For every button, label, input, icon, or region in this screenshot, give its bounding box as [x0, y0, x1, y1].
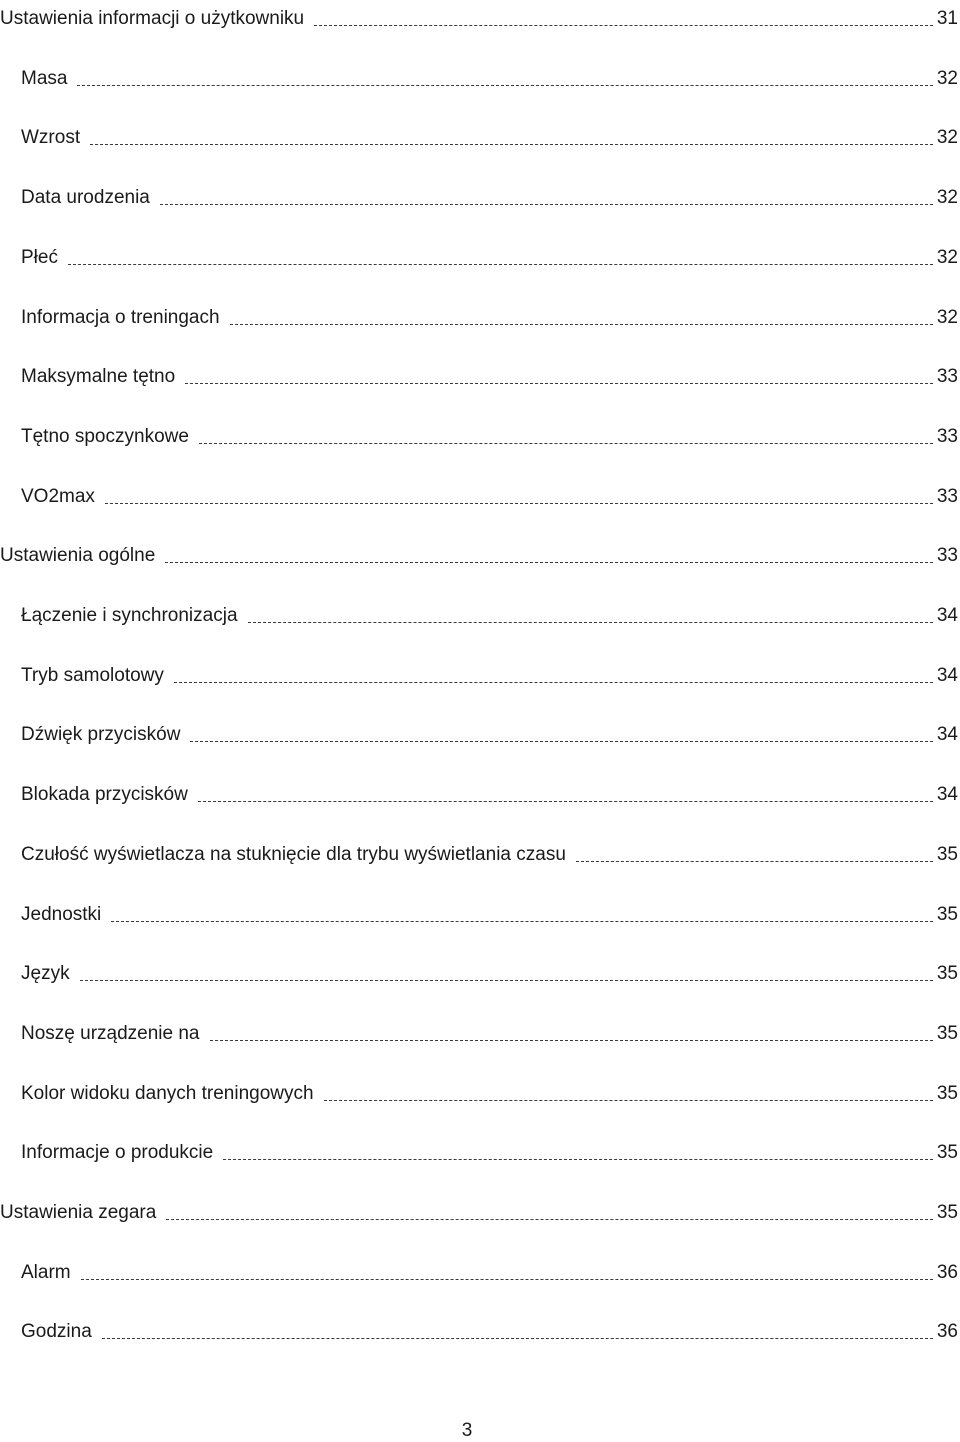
- dot-leader: [174, 682, 933, 683]
- toc-entry-title: Blokada przycisków: [21, 784, 188, 806]
- toc-entry-page: 34: [936, 605, 958, 626]
- toc-entry-page: 31: [936, 8, 958, 29]
- toc-entry[interactable]: [0, 597, 958, 627]
- toc-entry[interactable]: [0, 1075, 958, 1105]
- toc-entry[interactable]: [0, 299, 958, 329]
- toc-entry-title: Jednostki: [21, 903, 102, 925]
- toc-entry-page: 32: [936, 127, 958, 149]
- toc-entry-title: Masa: [21, 67, 68, 89]
- toc-entry-title: Wzrost: [21, 127, 81, 149]
- toc-entry-page: 34: [936, 784, 958, 806]
- dot-leader: [111, 921, 933, 922]
- dot-leader: [199, 443, 933, 444]
- toc-entry-page: 33: [936, 366, 958, 388]
- toc-entry-title: Alarm: [21, 1261, 71, 1283]
- dot-leader: [90, 144, 933, 145]
- dot-leader: [223, 1159, 933, 1160]
- toc-entry[interactable]: [0, 1254, 958, 1284]
- toc-entry-page: 36: [936, 1321, 958, 1343]
- toc-entry-title: Ustawienia ogólne: [0, 545, 156, 567]
- toc-entry[interactable]: [0, 0, 958, 30]
- toc-entry-title: Ustawienia zegara: [0, 1202, 157, 1223]
- toc-entry-title: Informacja o treningach: [21, 306, 220, 328]
- toc-entry-page: 32: [936, 187, 958, 209]
- toc-entry[interactable]: [0, 239, 958, 269]
- toc-entry-page: 35: [936, 1142, 958, 1164]
- toc-entry[interactable]: [0, 836, 958, 866]
- toc-entry[interactable]: [0, 955, 958, 985]
- toc-entry-page: 36: [936, 1261, 958, 1283]
- toc-entry-page: 32: [936, 306, 958, 328]
- toc-entry-title: Język: [21, 963, 70, 985]
- toc-entry[interactable]: [0, 1134, 958, 1164]
- toc-entry-page: 33: [936, 545, 958, 567]
- toc-entry[interactable]: [0, 358, 958, 388]
- toc-entry-page: 35: [936, 963, 958, 985]
- dot-leader: [210, 1040, 933, 1041]
- toc-entry-title: Informacje o produkcie: [21, 1142, 214, 1164]
- toc-entry-title: Maksymalne tętno: [21, 366, 176, 388]
- toc-entry-title: Płeć: [21, 246, 58, 268]
- toc-entry[interactable]: [0, 418, 958, 448]
- toc-entry-title: Łączenie i synchronizacja: [21, 605, 238, 626]
- toc-entry[interactable]: [0, 1313, 958, 1343]
- dot-leader: [324, 1100, 933, 1101]
- toc-entry-title: Data urodzenia: [21, 187, 150, 209]
- dot-leader: [230, 324, 933, 325]
- dot-leader: [576, 861, 933, 862]
- toc-entry-page: 32: [936, 67, 958, 89]
- toc-entry-title: Ustawienia informacji o użytkowniku: [0, 8, 305, 29]
- toc-entry[interactable]: [0, 119, 958, 149]
- toc-entry-title: Kolor widoku danych treningowych: [21, 1082, 314, 1104]
- dot-leader: [80, 980, 933, 981]
- toc-entry[interactable]: [0, 776, 958, 806]
- toc-entry-title: Godzina: [21, 1321, 92, 1343]
- toc-entry[interactable]: [0, 716, 958, 746]
- toc-entry[interactable]: [0, 478, 958, 508]
- toc-entry-title: Tryb samolotowy: [21, 664, 164, 686]
- dot-leader: [248, 622, 933, 623]
- toc-entry-page: 34: [936, 724, 958, 746]
- toc-entry-page: 34: [936, 664, 958, 686]
- dot-leader: [198, 801, 933, 802]
- toc-entry[interactable]: [0, 1194, 958, 1224]
- toc-entry-page: 33: [936, 485, 958, 507]
- toc-entry-title: Dźwięk przycisków: [21, 724, 181, 746]
- dot-leader: [102, 1338, 933, 1339]
- toc-entry[interactable]: [0, 179, 958, 209]
- toc-entry[interactable]: [0, 1015, 958, 1045]
- dot-leader: [190, 741, 932, 742]
- toc-entry-page: 35: [936, 903, 958, 925]
- toc-entry-title: Tętno spoczynkowe: [21, 425, 189, 447]
- dot-leader: [77, 85, 932, 86]
- dot-leader: [165, 562, 933, 563]
- toc-entry-title: Czułość wyświetlacza na stuknięcie dla trybu wyświetlania czasu: [21, 843, 566, 865]
- dot-leader: [160, 204, 933, 205]
- toc-entry-page: 35: [936, 1022, 958, 1044]
- dot-leader: [166, 1219, 933, 1220]
- page-number: 3: [461, 1420, 473, 1441]
- dot-leader: [81, 1279, 933, 1280]
- toc-entry-page: 32: [936, 246, 958, 268]
- toc-entry-page: 35: [936, 843, 958, 865]
- toc-entry-page: 33: [936, 425, 958, 447]
- toc-entry[interactable]: [0, 537, 958, 567]
- toc-entry[interactable]: [0, 60, 958, 90]
- toc-entry[interactable]: [0, 657, 958, 687]
- toc-entry-title: Noszę urządzenie na: [21, 1022, 200, 1044]
- toc-entry[interactable]: [0, 896, 958, 926]
- toc-entry-title: VO2max: [21, 485, 95, 507]
- dot-leader: [105, 503, 933, 504]
- toc-entry-page: 35: [936, 1202, 958, 1223]
- toc-entry-page: 35: [936, 1082, 958, 1104]
- dot-leader: [68, 264, 933, 265]
- dot-leader: [185, 383, 933, 384]
- dot-leader: [314, 25, 933, 26]
